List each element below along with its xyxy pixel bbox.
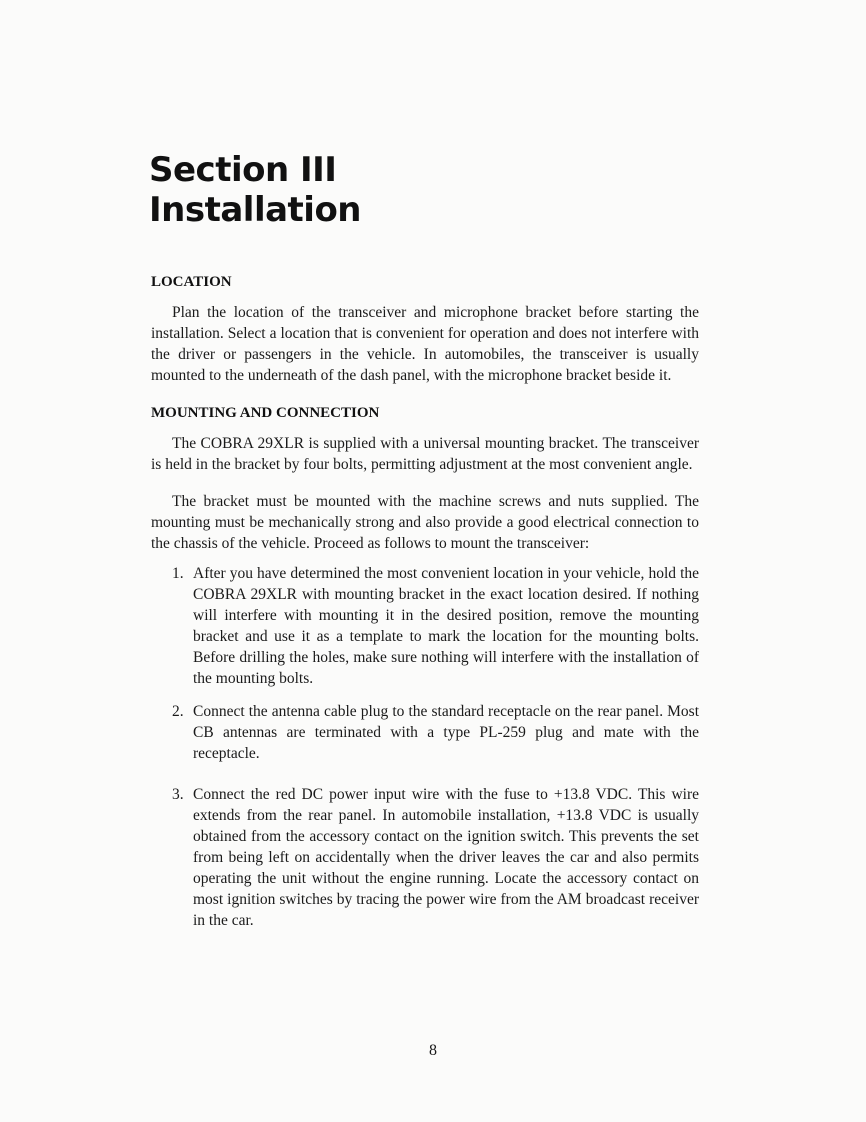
section-title-line-2: Installation <box>149 190 362 230</box>
step-number: 3. <box>172 786 184 803</box>
mounting-paragraph-1: The COBRA 29XLR is supplied with a universal mounting bracket. The transceiver is held in the bracket by four bolts, permitting adjustment at the most convenient angle. <box>151 435 699 473</box>
step-text: Connect the antenna cable plug to the standard receptacle on the rear panel. Most CB antennas are terminated with a type PL-259 plug and mate with the receptacle. <box>193 703 699 762</box>
mounting-step-2 <box>151 701 699 764</box>
section-title <box>149 150 361 230</box>
location-heading: LOCATION <box>151 274 232 290</box>
section-title-line-1: Section III <box>149 150 337 190</box>
page-body <box>151 272 699 931</box>
mounting-step-3 <box>151 784 699 931</box>
mounting-paragraph-2: The bracket must be mounted with the machine screws and nuts supplied. The mounting must be mechanically strong and also provide a good electrical connection to the chassis of the vehicle. Proceed as follows to mount the transceiver: <box>151 493 699 552</box>
mounting-step-1 <box>151 563 699 689</box>
step-text: After you have determined the most convenient location in your vehicle, hold the COBRA 29XLR with mounting bracket in the exact location desired. If nothing will interfere with mounting it in the desired position, remove the mounting bracket and use it as a template to mark the location for the mounting bolts. Before drilling the holes, make sure nothing will interfere with the installation of the mounting bolts. <box>193 565 699 687</box>
page-number: 8 <box>429 1042 437 1059</box>
step-number: 2. <box>172 703 184 720</box>
mounting-heading: MOUNTING AND CONNECTION <box>151 405 380 421</box>
step-text: Connect the red DC power input wire with the fuse to +13.8 VDC. This wire extends from the rear panel. In automobile installation, +13.8 VDC is usually obtained from the accessory contact on the ignition switch. This prevents the set from being left on accidentally when the driver leaves the car and also permits operating the unit without the engine running. Locate the accessory contact on most ignition switches by tracing the power wire from the AM broadcast receiver in the car. <box>193 786 699 929</box>
step-number: 1. <box>172 565 184 582</box>
mounting-steps-list <box>151 563 699 931</box>
location-paragraph: Plan the location of the transceiver and microphone bracket before starting the installation. Select a location that is convenient for operation and does not interfere with the driver or passengers in the vehicle. In automobiles, the transceiver is usually mounted to the underneath of the dash panel, with the microphone bracket beside it. <box>151 304 699 384</box>
